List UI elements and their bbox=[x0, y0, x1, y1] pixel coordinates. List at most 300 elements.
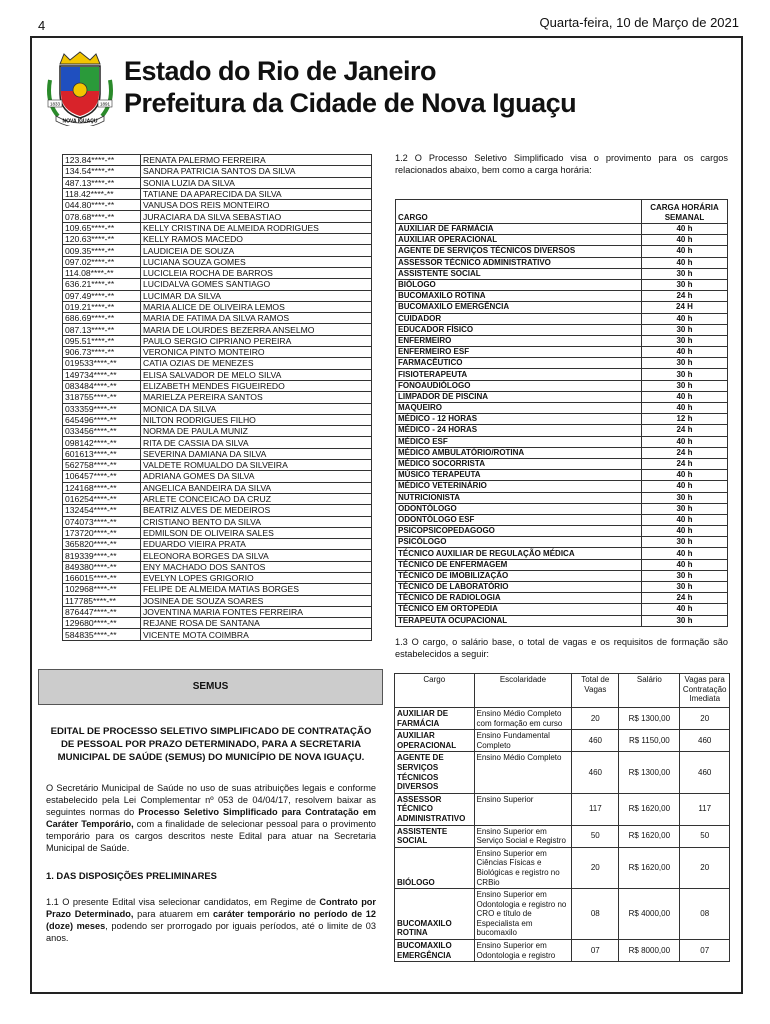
table-row bbox=[63, 426, 372, 437]
name-cell: MARIA DE LOURDES BEZERRA ANSELMO bbox=[141, 324, 372, 335]
name-cell: MARIELZA PEREIRA SANTOS bbox=[141, 392, 372, 403]
workload-table bbox=[395, 199, 728, 627]
name-cell: VICENTE MOTA COIMBRA bbox=[141, 629, 372, 640]
cargo-cell: TÉCNICO DE IMOBILIZAÇÃO bbox=[396, 570, 642, 581]
carga-cell: 40 h bbox=[642, 604, 728, 615]
vagas-imediatas-cell: 20 bbox=[680, 708, 730, 730]
table-row bbox=[396, 257, 728, 268]
table-row bbox=[395, 793, 730, 825]
carga-cell: 12 h bbox=[642, 414, 728, 425]
carga-cell: 30 h bbox=[642, 570, 728, 581]
name-cell: JURACIARA DA SILVA SEBASTIAO bbox=[141, 211, 372, 222]
cargo-cell: FARMACÊUTICO bbox=[396, 358, 642, 369]
p2-text-e: , podendo ser prorrogado por iguais períodos, até o limite de 03 anos. bbox=[46, 921, 376, 943]
name-cell: REJANE ROSA DE SANTANA bbox=[141, 618, 372, 629]
cpf-cell: 365820****-** bbox=[63, 539, 141, 550]
cargo-cell: AUXILIAR OPERACIONAL bbox=[395, 730, 475, 752]
cargo-cell: TERAPEUTA OCUPACIONAL bbox=[396, 615, 642, 626]
carga-cell: 40 h bbox=[642, 224, 728, 235]
table-row bbox=[63, 516, 372, 527]
table-row bbox=[63, 380, 372, 391]
carga-cell: 30 h bbox=[642, 358, 728, 369]
cpf-cell: 876447****-** bbox=[63, 606, 141, 617]
edital-title: EDITAL DE PROCESSO SELETIVO SIMPLIFICADO DE CONTRATAÇÃO DE PESSOAL POR PRAZO DETERMINADO, PARA A SECRETARIA MUNICIPAL DE SAÚDE (SEMUS) DO MUNICÍPIO DE NOVA IGUAÇU. bbox=[50, 726, 372, 763]
carga-cell: 40 h bbox=[642, 347, 728, 358]
name-cell: LUCIANA SOUZA GOMES bbox=[141, 256, 372, 267]
table-row bbox=[396, 514, 728, 525]
cpf-cell: 019533****-** bbox=[63, 358, 141, 369]
section-1-3-intro: 1.3 O cargo, o salário base, o total de vagas e os requisitos de formação são estabelecidos a seguir: bbox=[395, 637, 728, 659]
cargo-cell: ASSESSOR TÉCNICO ADMINISTRATIVO bbox=[396, 257, 642, 268]
cargo-cell: ENFERMEIRO ESF bbox=[396, 347, 642, 358]
semus-section-banner: SEMUS bbox=[38, 669, 383, 705]
table-row bbox=[396, 593, 728, 604]
cargo-cell: MÉDICO VETERINÁRIO bbox=[396, 481, 642, 492]
name-cell: ELISA SALVADOR DE MELO SILVA bbox=[141, 369, 372, 380]
page-header-bar bbox=[30, 14, 743, 34]
name-cell: SEVERINA DAMIANA DA SILVA bbox=[141, 448, 372, 459]
cpf-cell: 074073****-** bbox=[63, 516, 141, 527]
cargo-cell: TÉCNICO DE ENFERMAGEM bbox=[396, 559, 642, 570]
table-row bbox=[395, 825, 730, 847]
carga-cell: 30 h bbox=[642, 582, 728, 593]
name-cell: ANGELICA BANDEIRA DA SILVA bbox=[141, 482, 372, 493]
table-row bbox=[396, 369, 728, 380]
carga-cell: 40 h bbox=[642, 514, 728, 525]
table-row bbox=[63, 369, 372, 380]
table-row bbox=[396, 324, 728, 335]
table-row bbox=[63, 595, 372, 606]
cpf-cell: 009.35****-** bbox=[63, 245, 141, 256]
carga-cell: 40 h bbox=[642, 481, 728, 492]
vagas-imediatas-cell: 117 bbox=[680, 793, 730, 825]
cpf-cell: 114.08****-** bbox=[63, 267, 141, 278]
cpf-cell: 087.13****-** bbox=[63, 324, 141, 335]
table-row bbox=[63, 493, 372, 504]
cpf-cell: 132454****-** bbox=[63, 505, 141, 516]
table-row bbox=[63, 313, 372, 324]
table-row bbox=[63, 539, 372, 550]
cargo-cell: MÉDICO SOCORRISTA bbox=[396, 458, 642, 469]
cpf-cell: 123.84****-** bbox=[63, 155, 141, 166]
cargo-cell: TÉCNICO DE LABORATÓRIO bbox=[396, 582, 642, 593]
cargo-cell: PSICÓLOGO bbox=[396, 537, 642, 548]
table-row bbox=[396, 447, 728, 458]
name-cell: EVELYN LOPES GRIGORIO bbox=[141, 572, 372, 583]
salary-header-cell: Vagas para Contratação Imediata bbox=[680, 674, 730, 708]
name-cell: SONIA LUZIA DA SILVA bbox=[141, 177, 372, 188]
cpf-cell: 562758****-** bbox=[63, 460, 141, 471]
table-row bbox=[395, 889, 730, 940]
carga-cell: 24 h bbox=[642, 458, 728, 469]
vagas-imediatas-cell: 50 bbox=[680, 825, 730, 847]
name-cell: TATIANE DA APARECIDA DA SILVA bbox=[141, 188, 372, 199]
table-row bbox=[63, 290, 372, 301]
cargo-cell: AUXILIAR OPERACIONAL bbox=[396, 235, 642, 246]
carga-cell: 40 h bbox=[642, 526, 728, 537]
p2-text-d: caráter temporário no período de 12 (doze) meses bbox=[46, 909, 376, 931]
cpf-cell: 097.49****-** bbox=[63, 290, 141, 301]
carga-cell: 24 h bbox=[642, 425, 728, 436]
name-cell: RENATA PALERMO FERREIRA bbox=[141, 155, 372, 166]
name-cell: MARIA DE FATIMA DA SILVA RAMOS bbox=[141, 313, 372, 324]
cargo-cell: AUXILIAR DE FARMÁCIA bbox=[396, 224, 642, 235]
carga-cell: 40 h bbox=[642, 548, 728, 559]
carga-cell: 40 h bbox=[642, 470, 728, 481]
name-cell: ELEONORA BORGES DA SILVA bbox=[141, 550, 372, 561]
table-row bbox=[63, 256, 372, 267]
name-cell: EDMILSON DE OLIVEIRA SALES bbox=[141, 527, 372, 538]
table-row bbox=[396, 458, 728, 469]
cargo-cell: ASSESSOR TÉCNICO ADMINISTRATIVO bbox=[395, 793, 475, 825]
cpf-cell: 906.73****-** bbox=[63, 347, 141, 358]
cargo-cell: MÚSICO TERAPEUTA bbox=[396, 470, 642, 481]
cpf-cell: 487.13****-** bbox=[63, 177, 141, 188]
table-row bbox=[63, 279, 372, 290]
name-cell: MONICA DA SILVA bbox=[141, 403, 372, 414]
cpf-cell: 584835****-** bbox=[63, 629, 141, 640]
table-row bbox=[396, 503, 728, 514]
cargo-cell: AGENTE DE SERVIÇOS TÉCNICOS DIVERSOS bbox=[396, 246, 642, 257]
table-row bbox=[63, 324, 372, 335]
cargo-cell: ASSISTENTE SOCIAL bbox=[395, 825, 475, 847]
table-row bbox=[63, 166, 372, 177]
masthead bbox=[44, 50, 734, 130]
cargo-cell: ASSISTENTE SOCIAL bbox=[396, 268, 642, 279]
cpf-cell: 166015****-** bbox=[63, 572, 141, 583]
cargo-cell: BIÓLOGO bbox=[395, 847, 475, 888]
table-row bbox=[63, 482, 372, 493]
salario-cell: R$ 1620,00 bbox=[619, 793, 680, 825]
table-row bbox=[63, 618, 372, 629]
state-title: Estado do Rio de Janeiro bbox=[124, 56, 437, 86]
cpf-cell: 134.54****-** bbox=[63, 166, 141, 177]
table-row bbox=[63, 200, 372, 211]
table-row bbox=[396, 548, 728, 559]
table-row bbox=[396, 436, 728, 447]
cpf-cell: 120.63****-** bbox=[63, 234, 141, 245]
cargo-cell: TÉCNICO AUXILIAR DE REGULAÇÃO MÉDICA bbox=[396, 548, 642, 559]
cargo-cell: MÉDICO AMBULATÓRIO/ROTINA bbox=[396, 447, 642, 458]
p2-text-b: Contrato por Prazo Determinado, bbox=[46, 897, 376, 919]
table-row bbox=[63, 584, 372, 595]
cargo-cell: FISIOTERAPEUTA bbox=[396, 369, 642, 380]
table-row bbox=[396, 291, 728, 302]
carga-cell: 40 h bbox=[642, 436, 728, 447]
table-row bbox=[63, 414, 372, 425]
escolaridade-cell: Ensino Superior em Serviço Social e Registro bbox=[474, 825, 572, 847]
name-cell: ELIZABETH MENDES FIGUEIREDO bbox=[141, 380, 372, 391]
escolaridade-cell: Ensino Superior bbox=[474, 793, 572, 825]
name-cell: ADRIANA GOMES DA SILVA bbox=[141, 471, 372, 482]
name-cell: VALDETE ROMUALDO DA SILVEIRA bbox=[141, 460, 372, 471]
cpf-cell: 819339****-** bbox=[63, 550, 141, 561]
table-row bbox=[63, 188, 372, 199]
carga-cell: 30 h bbox=[642, 335, 728, 346]
table-row bbox=[396, 313, 728, 324]
carga-cell: 24 h bbox=[642, 447, 728, 458]
cpf-cell: 078.68****-** bbox=[63, 211, 141, 222]
cargo-cell: PSICOPSICOPEDAGOGO bbox=[396, 526, 642, 537]
cpf-cell: 095.51****-** bbox=[63, 335, 141, 346]
name-cell: ENY MACHADO DOS SANTOS bbox=[141, 561, 372, 572]
salario-cell: R$ 4000,00 bbox=[619, 889, 680, 940]
name-cell: RITA DE CASSIA DA SILVA bbox=[141, 437, 372, 448]
total-vagas-cell: 20 bbox=[572, 708, 619, 730]
table-row bbox=[63, 448, 372, 459]
name-cell: NILTON RODRIGUES FILHO bbox=[141, 414, 372, 425]
cargo-cell: BUCOMAXILO EMERGÊNCIA bbox=[396, 302, 642, 313]
carga-cell: 40 h bbox=[642, 403, 728, 414]
cargo-cell: ODONTÓLOGO bbox=[396, 503, 642, 514]
table-row bbox=[396, 335, 728, 346]
name-cell: VANUSA DOS REIS MONTEIRO bbox=[141, 200, 372, 211]
table-row bbox=[396, 235, 728, 246]
salary-header-cell: Total de Vagas bbox=[572, 674, 619, 708]
table-row bbox=[63, 505, 372, 516]
table-row bbox=[63, 572, 372, 583]
crest-motto: NOVA IGUAÇU bbox=[62, 118, 98, 125]
salary-header-cell: Salário bbox=[619, 674, 680, 708]
escolaridade-cell: Ensino Superior em Odontologia e registro bbox=[474, 940, 572, 962]
cargo-cell: AGENTE DE SERVIÇOS TÉCNICOS DIVERSOS bbox=[395, 752, 475, 793]
cargo-cell: BUCOMAXILO EMERGÊNCIA bbox=[395, 940, 475, 962]
name-cell: SANDRA PATRICIA SANTOS DA SILVA bbox=[141, 166, 372, 177]
prefecture-title: Prefeitura da Cidade de Nova Iguaçu bbox=[124, 88, 577, 118]
total-vagas-cell: 460 bbox=[572, 752, 619, 793]
table-row bbox=[396, 358, 728, 369]
escolaridade-cell: Ensino Superior em Ciências Físicas e Biológicas e registro no CRBio bbox=[474, 847, 572, 888]
cargo-cell: BIÓLOGO bbox=[396, 279, 642, 290]
cpf-cell: 318755****-** bbox=[63, 392, 141, 403]
table-row bbox=[395, 940, 730, 962]
page-number: 4 bbox=[38, 18, 46, 33]
carga-cell: 30 h bbox=[642, 380, 728, 391]
publication-date: Quarta-feira, 10 de Março de 2021 bbox=[539, 15, 739, 30]
salary-header-cell: Escolaridade bbox=[474, 674, 572, 708]
cpf-cell: 109.65****-** bbox=[63, 222, 141, 233]
cargo-cell: ODONTÓLOGO ESF bbox=[396, 514, 642, 525]
table-row bbox=[63, 267, 372, 278]
cargo-cell: LIMPADOR DE PISCINA bbox=[396, 391, 642, 402]
carga-cell: 40 h bbox=[642, 559, 728, 570]
name-cell: BEATRIZ ALVES DE MEDEIROS bbox=[141, 505, 372, 516]
cargo-cell: MÉDICO ESF bbox=[396, 436, 642, 447]
salario-cell: R$ 1620,00 bbox=[619, 825, 680, 847]
carga-cell: 30 h bbox=[642, 324, 728, 335]
carga-cell: 30 h bbox=[642, 503, 728, 514]
cpf-cell: 097.02****-** bbox=[63, 256, 141, 267]
total-vagas-cell: 20 bbox=[572, 847, 619, 888]
cargo-cell: TÉCNICO DE RADIOLOGIA bbox=[396, 593, 642, 604]
table-row bbox=[396, 380, 728, 391]
name-cell: CATIA OZIAS DE MENEZES bbox=[141, 358, 372, 369]
cpf-cell: 016254****-** bbox=[63, 493, 141, 504]
table-row bbox=[396, 604, 728, 615]
salary-header-row bbox=[395, 674, 730, 708]
cpf-cell: 849380****-** bbox=[63, 561, 141, 572]
cpf-cell: 117785****-** bbox=[63, 595, 141, 606]
table-row bbox=[63, 471, 372, 482]
cargo-cell: NUTRICIONISTA bbox=[396, 492, 642, 503]
carga-cell: 30 h bbox=[642, 615, 728, 626]
carga-cell: 30 h bbox=[642, 369, 728, 380]
table-row bbox=[396, 414, 728, 425]
escolaridade-cell: Ensino Médio Completo bbox=[474, 752, 572, 793]
edital-paragraph-1 bbox=[46, 782, 376, 854]
salary-table bbox=[394, 673, 730, 962]
cpf-cell: 083484****-** bbox=[63, 380, 141, 391]
p1-text-c: com a finalidade de selecionar pessoal para o provimento temporário para os cargos descritos neste Edital para atuar na Secretaria Municipal de Saúde. bbox=[46, 819, 377, 853]
salario-cell: R$ 1620,00 bbox=[619, 847, 680, 888]
vagas-imediatas-cell: 460 bbox=[680, 730, 730, 752]
table-row bbox=[395, 752, 730, 793]
salario-cell: R$ 1300,00 bbox=[619, 752, 680, 793]
cargo-cell: BUCOMAXILO ROTINA bbox=[396, 291, 642, 302]
table-row bbox=[396, 470, 728, 481]
table-row bbox=[396, 279, 728, 290]
cargo-cell: EDUCADOR FÍSICO bbox=[396, 324, 642, 335]
name-cell: ARLETE CONCEICAO DA CRUZ bbox=[141, 493, 372, 504]
table-row bbox=[63, 245, 372, 256]
vagas-imediatas-cell: 07 bbox=[680, 940, 730, 962]
vagas-imediatas-cell: 460 bbox=[680, 752, 730, 793]
cpf-cell: 019.21****-** bbox=[63, 301, 141, 312]
cargo-cell: TÉCNICO EM ORTOPEDIA bbox=[396, 604, 642, 615]
name-cell: LAUDICEIA DE SOUZA bbox=[141, 245, 372, 256]
name-cell: JOSINEA DE SOUZA SOARES bbox=[141, 595, 372, 606]
carga-cell: 30 h bbox=[642, 279, 728, 290]
cargo-cell: BUCOMAXILO ROTINA bbox=[395, 889, 475, 940]
table-row bbox=[396, 559, 728, 570]
name-cell: EDUARDO VIEIRA PRATA bbox=[141, 539, 372, 550]
table-row bbox=[396, 347, 728, 358]
p2-text-a: 1.1 O presente Edital visa selecionar candidatos, em Regime de bbox=[46, 897, 320, 907]
carga-cell: 30 h bbox=[642, 537, 728, 548]
section-1-2-intro: 1.2 O Processo Seletivo Simplificado visa o provimento para os cargos relacionados abaixo, bem como a carga horária: bbox=[395, 153, 728, 175]
table-row bbox=[396, 425, 728, 436]
table-row bbox=[396, 302, 728, 313]
edital-paragraph-1-1 bbox=[46, 896, 376, 944]
table-row bbox=[63, 222, 372, 233]
cargo-cell: CUIDADOR bbox=[396, 313, 642, 324]
cargo-cell: FONOAUDIÓLOGO bbox=[396, 380, 642, 391]
carga-cell: 40 h bbox=[642, 391, 728, 402]
cpf-cell: 129680****-** bbox=[63, 618, 141, 629]
table-row bbox=[63, 155, 372, 166]
cpf-cell: 636.21****-** bbox=[63, 279, 141, 290]
salario-cell: R$ 1300,00 bbox=[619, 708, 680, 730]
table-row bbox=[395, 708, 730, 730]
table-row bbox=[63, 403, 372, 414]
cpf-cell: 149734****-** bbox=[63, 369, 141, 380]
table-row bbox=[63, 301, 372, 312]
cpf-cell: 173720****-** bbox=[63, 527, 141, 538]
table-row bbox=[63, 561, 372, 572]
cpf-cell: 686.69****-** bbox=[63, 313, 141, 324]
crest-year-left: 1833 bbox=[49, 101, 61, 107]
table-row bbox=[63, 606, 372, 617]
carga-cell: 24 H bbox=[642, 302, 728, 313]
table-row bbox=[396, 570, 728, 581]
workload-header-row bbox=[396, 200, 728, 224]
cargo-cell: MAQUEIRO bbox=[396, 403, 642, 414]
header-carga-horaria: CARGA HORÁRIA SEMANAL bbox=[642, 200, 728, 224]
header-cargo: CARGO bbox=[396, 200, 642, 224]
carga-cell: 30 h bbox=[642, 492, 728, 503]
table-row bbox=[63, 234, 372, 245]
table-row bbox=[63, 629, 372, 640]
cargo-cell: MÉDICO - 12 HORAS bbox=[396, 414, 642, 425]
carga-cell: 40 h bbox=[642, 246, 728, 257]
table-row bbox=[396, 246, 728, 257]
section-1-heading: 1. DAS DISPOSIÇÕES PRELIMINARES bbox=[46, 870, 217, 881]
vagas-imediatas-cell: 08 bbox=[680, 889, 730, 940]
name-cell: MARIA ALICE DE OLIVEIRA LEMOS bbox=[141, 301, 372, 312]
table-row bbox=[396, 537, 728, 548]
table-row bbox=[396, 268, 728, 279]
table-row bbox=[63, 177, 372, 188]
candidates-table bbox=[62, 154, 372, 641]
cargo-cell: AUXILIAR DE FARMÁCIA bbox=[395, 708, 475, 730]
total-vagas-cell: 117 bbox=[572, 793, 619, 825]
table-row bbox=[396, 582, 728, 593]
salario-cell: R$ 8000,00 bbox=[619, 940, 680, 962]
carga-cell: 30 h bbox=[642, 268, 728, 279]
cpf-cell: 645496****-** bbox=[63, 414, 141, 425]
table-row bbox=[63, 392, 372, 403]
table-row bbox=[63, 335, 372, 346]
table-row bbox=[396, 526, 728, 537]
name-cell: KELLY RAMOS MACEDO bbox=[141, 234, 372, 245]
total-vagas-cell: 460 bbox=[572, 730, 619, 752]
table-row bbox=[396, 403, 728, 414]
vagas-imediatas-cell: 20 bbox=[680, 847, 730, 888]
table-row bbox=[396, 481, 728, 492]
table-row bbox=[396, 391, 728, 402]
carga-cell: 40 h bbox=[642, 257, 728, 268]
cpf-cell: 102968****-** bbox=[63, 584, 141, 595]
table-row bbox=[63, 358, 372, 369]
cpf-cell: 033456****-** bbox=[63, 426, 141, 437]
name-cell: CRISTIANO BENTO DA SILVA bbox=[141, 516, 372, 527]
table-row bbox=[63, 460, 372, 471]
carga-cell: 24 h bbox=[642, 593, 728, 604]
table-row bbox=[63, 437, 372, 448]
carga-cell: 40 h bbox=[642, 235, 728, 246]
table-row bbox=[63, 211, 372, 222]
table-row bbox=[396, 224, 728, 235]
escolaridade-cell: Ensino Superior em Odontologia e registro no CRO e título de Especialista em bucomaxilo bbox=[474, 889, 572, 940]
p1-text-a: O Secretário Municipal de Saúde no uso de suas atribuições legais e conforme estabelecido pela Lei Complementar nº 053 de 04/04/17, resolvem baixar as seguintes normas do bbox=[46, 783, 376, 817]
cpf-cell: 601613****-** bbox=[63, 448, 141, 459]
escolaridade-cell: Ensino Médio Completo com formação em curso bbox=[474, 708, 572, 730]
table-row bbox=[395, 847, 730, 888]
coat-of-arms-icon bbox=[44, 50, 116, 126]
name-cell: LUCIDALVA GOMES SANTIAGO bbox=[141, 279, 372, 290]
total-vagas-cell: 08 bbox=[572, 889, 619, 940]
cpf-cell: 033359****-** bbox=[63, 403, 141, 414]
carga-cell: 40 h bbox=[642, 313, 728, 324]
name-cell: JOVENTINA MARIA FONTES FERREIRA bbox=[141, 606, 372, 617]
table-row bbox=[396, 492, 728, 503]
name-cell: VERONICA PINTO MONTEIRO bbox=[141, 347, 372, 358]
p2-text-c: para atuarem em bbox=[133, 909, 214, 919]
crest-year-right: 1891 bbox=[99, 101, 111, 107]
name-cell: PAULO SERGIO CIPRIANO PEREIRA bbox=[141, 335, 372, 346]
table-row bbox=[395, 730, 730, 752]
salary-header-cell: Cargo bbox=[395, 674, 475, 708]
